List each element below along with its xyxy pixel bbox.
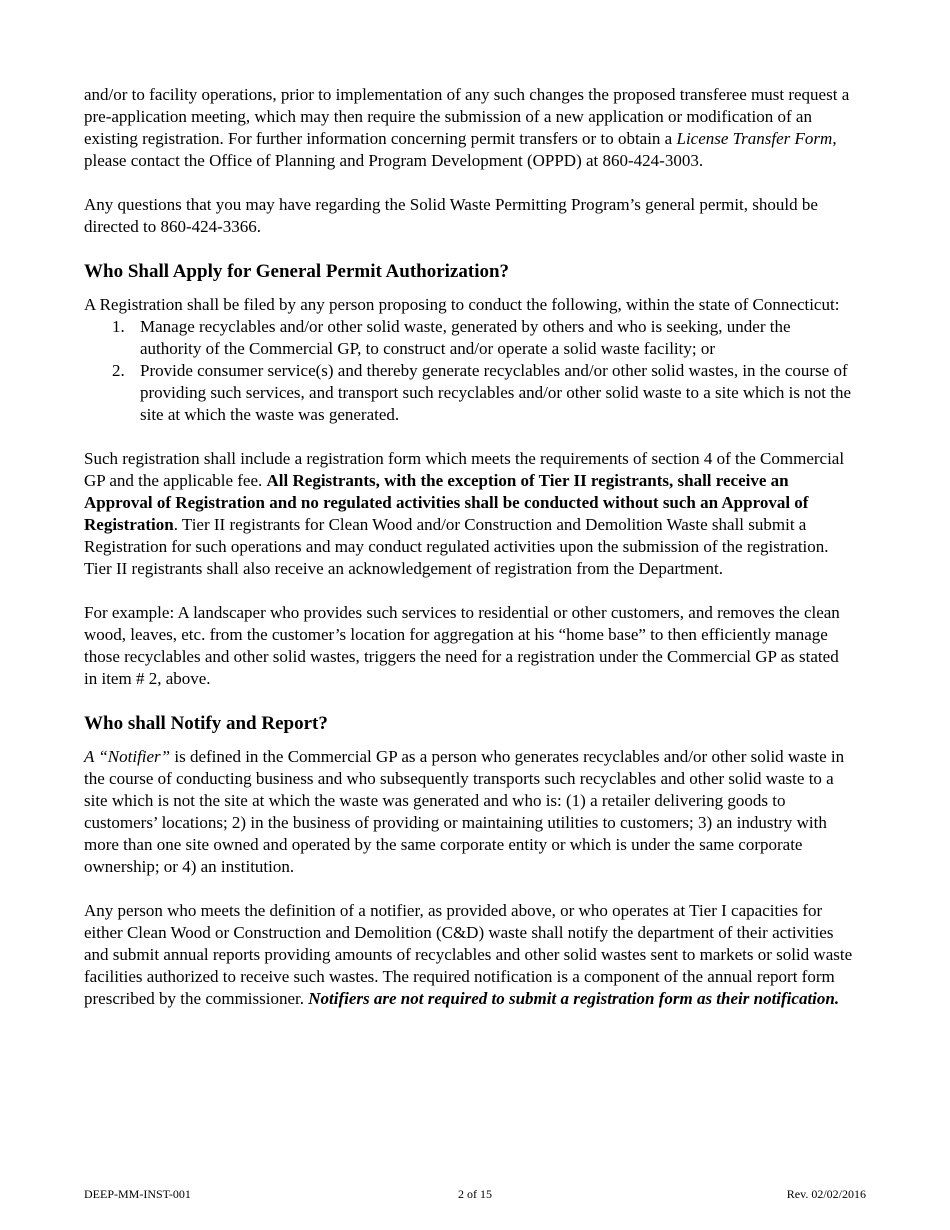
license-transfer-form-title: License Transfer Form — [676, 129, 833, 148]
text-run: is defined in the Commercial GP as a person who generates recyclables and/or other solid waste in the course of conducting business and who subsequently transports such recyclables and other solid waste to a site which is not the site at which the waste was generated and who is: (1) a retailer delivering goods to customers’ locations; 2) in the business of providing or maintaining utilities to customers; 3) an industry with more than one site owned and operated by the same corporate entity or which is under the same corporate ownership; or 4) an institution. — [84, 747, 845, 876]
notifier-registration-notice: Notifiers are not required to submit a registration form as their notification. — [308, 989, 840, 1008]
revision-date: Rev. 02/02/2016 — [786, 1187, 866, 1201]
notifier-definition-paragraph — [84, 746, 856, 878]
notification-requirements-paragraph — [84, 900, 856, 1010]
text-run: , please contact the Office of Planning and Program Development (OPPD) at 860-424-3003. — [84, 129, 837, 170]
approval-requirement-notice: All Registrants, with the exception of Tier II registrants, shall receive an Approval of Registration and no regulated activities shall be conducted without such an Approval of Registration — [84, 471, 809, 534]
example-paragraph: For example: A landscaper who provides such services to residential or other customers, and removes the clean wood, leaves, etc. from the customer’s location for aggregation at his “home base” to then efficiently manage those recyclables and other solid wastes, triggers the need for a registration under the Commercial GP as stated in item # 2, above. — [84, 603, 840, 688]
document-body — [84, 84, 856, 1010]
text-run: Any person who meets the definition of a notifier, as provided above, or who operates at Tier I capacities for either Clean Wood or Construction and Demolition (C&D) waste shall notify the department of their activities and submit annual reports providing amounts of recyclables and other solid wastes sent to markets or solid waste facilities authorized to receive such wastes. The required notification is a component of the annual report form prescribed by the commissioner. — [84, 901, 853, 1008]
list-item — [84, 316, 856, 360]
registration-requirements-paragraph — [84, 448, 856, 580]
list-number: 2. — [112, 361, 125, 380]
section-heading-who-shall-apply: Who Shall Apply for General Permit Authorization? — [84, 261, 510, 282]
section-heading-who-shall-notify: Who shall Notify and Report? — [84, 713, 328, 734]
text-run: and/or to facility operations, prior to implementation of any such changes the proposed transferee must request a pre-application meeting, which may then require the submission of a new application or modification of an existing registration. For further information concerning permit transfers or to obtain a — [84, 85, 850, 148]
page-number: 2 of 15 — [458, 1187, 492, 1201]
text-run: Such registration shall include a registration form which meets the requirements of section 4 of the Commercial GP and the applicable fee. — [84, 449, 845, 490]
registration-intro: A Registration shall be filed by any person proposing to conduct the following, within the state of Connecticut: — [84, 295, 840, 314]
document-id: DEEP-MM-INST-001 — [84, 1187, 191, 1201]
list-item-text: Provide consumer service(s) and thereby generate recyclables and/or other solid wastes, in the course of providing such services, and transport such recyclables and/or other solid waste to a site which is not the site at which the waste was generated. — [140, 361, 851, 424]
text-run: . Tier II registrants for Clean Wood and/or Construction and Demolition Waste shall submit a Registration for such operations and may conduct regulated activities upon the submission of the registration. Tier II registrants shall also receive an acknowledgement of registration from the Department. — [84, 515, 829, 578]
registration-list — [84, 316, 856, 426]
questions-paragraph: Any questions that you may have regarding the Solid Waste Permitting Program’s general permit, should be directed to 860-424-3366. — [84, 195, 818, 236]
notifier-term: A “Notifier” — [84, 747, 171, 766]
list-item-text: Manage recyclables and/or other solid waste, generated by others and who is seeking, under the authority of the Commercial GP, to construct and/or operate a solid waste facility; or — [140, 317, 791, 358]
permit-transfer-paragraph — [84, 84, 856, 172]
list-item — [84, 360, 856, 426]
list-number: 1. — [112, 317, 125, 336]
